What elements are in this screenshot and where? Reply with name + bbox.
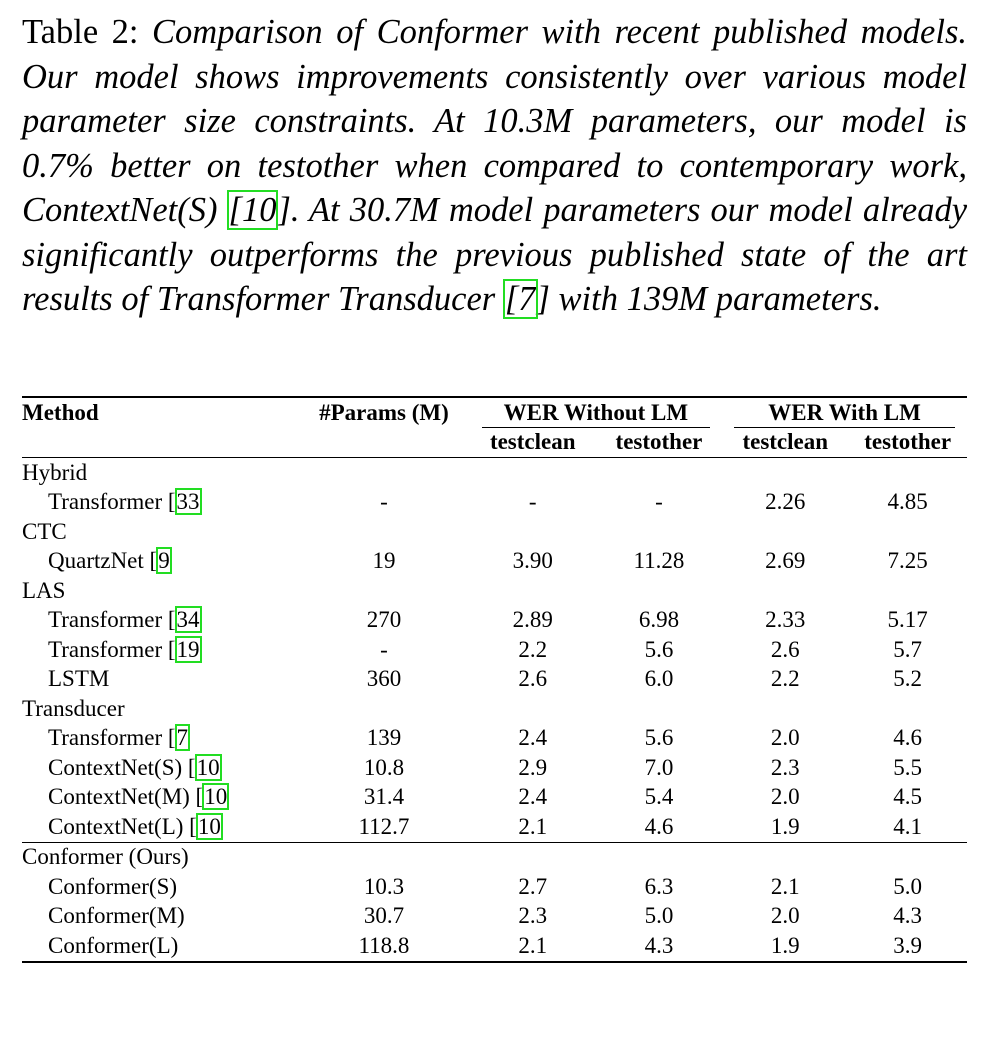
method-cell xyxy=(22,931,298,962)
params-cell: 19 xyxy=(372,548,396,574)
wer-cell: 2.4 xyxy=(518,784,548,810)
wer-cell: 2.1 xyxy=(770,873,800,899)
caption-label: Table 2: xyxy=(22,13,139,51)
group-label: LAS xyxy=(22,577,66,603)
wer-cell: 3.9 xyxy=(893,932,923,958)
wer-cell: 2.33 xyxy=(765,607,806,633)
group-row xyxy=(22,694,967,724)
wer-cell: 2.7 xyxy=(518,873,548,899)
table-row xyxy=(22,635,967,665)
table-row xyxy=(22,606,967,636)
params-cell: 139 xyxy=(366,725,402,751)
wer-cell: 5.5 xyxy=(893,754,923,780)
method-name: LSTM xyxy=(48,666,110,692)
wer-cell: 2.0 xyxy=(770,784,800,810)
wer-cell: 4.85 xyxy=(887,489,928,515)
table-row xyxy=(22,872,967,902)
wer-cell: 2.3 xyxy=(770,754,800,780)
wer-cell: 4.1 xyxy=(893,813,923,839)
method-cell xyxy=(22,635,298,665)
table-row xyxy=(22,724,967,754)
method-name: Transformer [ xyxy=(48,636,176,662)
wer-cell: 2.2 xyxy=(770,666,800,692)
wer-cell: 2.0 xyxy=(770,725,800,751)
wer-cell: 5.4 xyxy=(644,784,674,810)
method-cell xyxy=(22,872,298,902)
params-cell: 30.7 xyxy=(363,903,405,929)
wer-cell: 5.7 xyxy=(893,636,923,662)
method-name: Transformer [ xyxy=(48,607,176,633)
header-testclean-lm: testclean xyxy=(742,429,829,455)
caption-text-1: Comparison of Conformer with recent published models. Our model shows improvements consistently over various model parameter size constraints. At 10.3M parameters, our model is 0.7% better on testother when compared to contemporary work, ContextNet(S) xyxy=(22,13,968,229)
wer-cell: 5.17 xyxy=(887,607,928,633)
method-cell xyxy=(22,547,298,577)
caption-citation-link[interactable]: [7 xyxy=(504,280,536,318)
method-cell xyxy=(22,902,298,932)
caption-text-2: ]. At 30.7M model parameters our model already significantly outperforms the previous published state of the art results of Transformer Transducer xyxy=(22,191,968,318)
wer-cell: 5.2 xyxy=(893,666,923,692)
header-spacer xyxy=(22,428,298,458)
wer-cell: 2.0 xyxy=(770,903,800,929)
group-row xyxy=(22,517,967,547)
wer-cell: - xyxy=(655,489,663,515)
wer-cell: 11.28 xyxy=(633,548,685,574)
table-row xyxy=(22,753,967,783)
params-cell: 360 xyxy=(366,666,402,692)
group-row xyxy=(22,576,967,606)
wer-cell: 5.0 xyxy=(644,903,674,929)
header-testclean-nolm: testclean xyxy=(489,429,576,455)
method-name: ContextNet(M) [ xyxy=(48,784,204,810)
header-spacer xyxy=(298,428,469,458)
table-row xyxy=(22,783,967,813)
wer-cell: 2.26 xyxy=(765,489,806,515)
wer-cell: 4.6 xyxy=(893,725,923,751)
method-cell xyxy=(22,812,298,842)
citation-link[interactable]: 19 xyxy=(176,636,200,662)
wer-cell: 2.2 xyxy=(518,636,548,662)
params-cell: 31.4 xyxy=(363,784,405,810)
citation-link[interactable]: 9 xyxy=(158,548,170,574)
wer-cell: 4.3 xyxy=(893,903,923,929)
wer-cell: 5.0 xyxy=(893,873,923,899)
wer-cell: 1.9 xyxy=(770,813,800,839)
wer-cell: 2.4 xyxy=(518,725,548,751)
table-row xyxy=(22,547,967,577)
citation-link[interactable]: 10 xyxy=(197,813,221,839)
method-name: QuartzNet [ xyxy=(48,548,158,574)
method-cell xyxy=(22,488,298,518)
method-name: Transformer [ xyxy=(48,489,176,515)
wer-cell: 4.6 xyxy=(644,813,674,839)
wer-cell: 6.98 xyxy=(638,607,680,633)
method-name: ContextNet(L) [ xyxy=(48,813,197,839)
group-label: Hybrid xyxy=(22,459,88,485)
wer-cell: 4.3 xyxy=(644,932,674,958)
params-cell: 112.7 xyxy=(358,813,410,839)
header-params: #Params (M) xyxy=(319,399,449,425)
caption-citation-link[interactable]: [10 xyxy=(228,191,277,229)
wer-cell: 6.0 xyxy=(644,666,674,692)
params-cell: 118.8 xyxy=(358,932,410,958)
table-caption xyxy=(22,10,967,322)
params-cell: 270 xyxy=(366,607,402,633)
table-row xyxy=(22,665,967,695)
wer-cell: 1.9 xyxy=(770,932,800,958)
wer-cell: 2.69 xyxy=(765,548,806,574)
method-name: Conformer(M) xyxy=(48,903,185,929)
method-name: Conformer(S) xyxy=(48,873,178,899)
method-cell xyxy=(22,606,298,636)
wer-cell: 5.6 xyxy=(644,725,674,751)
group-label: Transducer xyxy=(22,695,125,721)
group-label: Conformer (Ours) xyxy=(22,844,189,870)
wer-cell: 2.1 xyxy=(518,813,548,839)
caption-text-3: ] with 139M parameters. xyxy=(536,280,882,318)
header-testother-lm: testother xyxy=(864,429,952,455)
method-name: Conformer(L) xyxy=(48,932,179,958)
wer-cell: 2.1 xyxy=(518,932,548,958)
table-row xyxy=(22,488,967,518)
method-cell xyxy=(22,665,298,695)
citation-link[interactable]: 10 xyxy=(204,784,228,810)
params-cell: 10.8 xyxy=(363,754,405,780)
method-cell xyxy=(22,724,298,754)
wer-cell: 4.5 xyxy=(893,784,923,810)
citation-link[interactable]: 33 xyxy=(176,489,200,515)
group-label: CTC xyxy=(22,518,67,544)
table-row xyxy=(22,931,967,962)
table-row xyxy=(22,902,967,932)
wer-cell: 2.9 xyxy=(518,754,548,780)
table-row xyxy=(22,812,967,842)
params-cell: - xyxy=(380,636,388,662)
citation-link[interactable]: 34 xyxy=(176,607,200,633)
group-row xyxy=(22,458,967,488)
header-wer-with-lm: WER With LM xyxy=(722,397,967,428)
params-cell: - xyxy=(380,489,388,515)
method-name: Transformer [ xyxy=(48,725,176,751)
header-wer-without-lm: WER Without LM xyxy=(470,397,723,428)
params-cell: 10.3 xyxy=(363,873,405,899)
method-cell xyxy=(22,753,298,783)
header-method: Method xyxy=(22,399,99,425)
wer-cell: 7.25 xyxy=(887,548,928,574)
wer-cell: 3.90 xyxy=(512,548,553,574)
wer-cell: 2.6 xyxy=(518,666,548,692)
results-table xyxy=(22,396,967,963)
wer-cell: 2.6 xyxy=(770,636,800,662)
method-cell xyxy=(22,783,298,813)
wer-cell: 2.89 xyxy=(512,607,553,633)
wer-cell: 5.6 xyxy=(644,636,674,662)
citation-link[interactable]: 10 xyxy=(196,754,220,780)
header-testother-nolm: testother xyxy=(615,429,703,455)
wer-cell: 7.0 xyxy=(644,754,674,780)
wer-cell: 2.3 xyxy=(518,903,548,929)
citation-link[interactable]: 7 xyxy=(176,725,189,751)
group-row xyxy=(22,842,967,872)
wer-cell: 6.3 xyxy=(644,873,674,899)
wer-cell: - xyxy=(528,489,537,515)
method-name: ContextNet(S) [ xyxy=(48,754,196,780)
